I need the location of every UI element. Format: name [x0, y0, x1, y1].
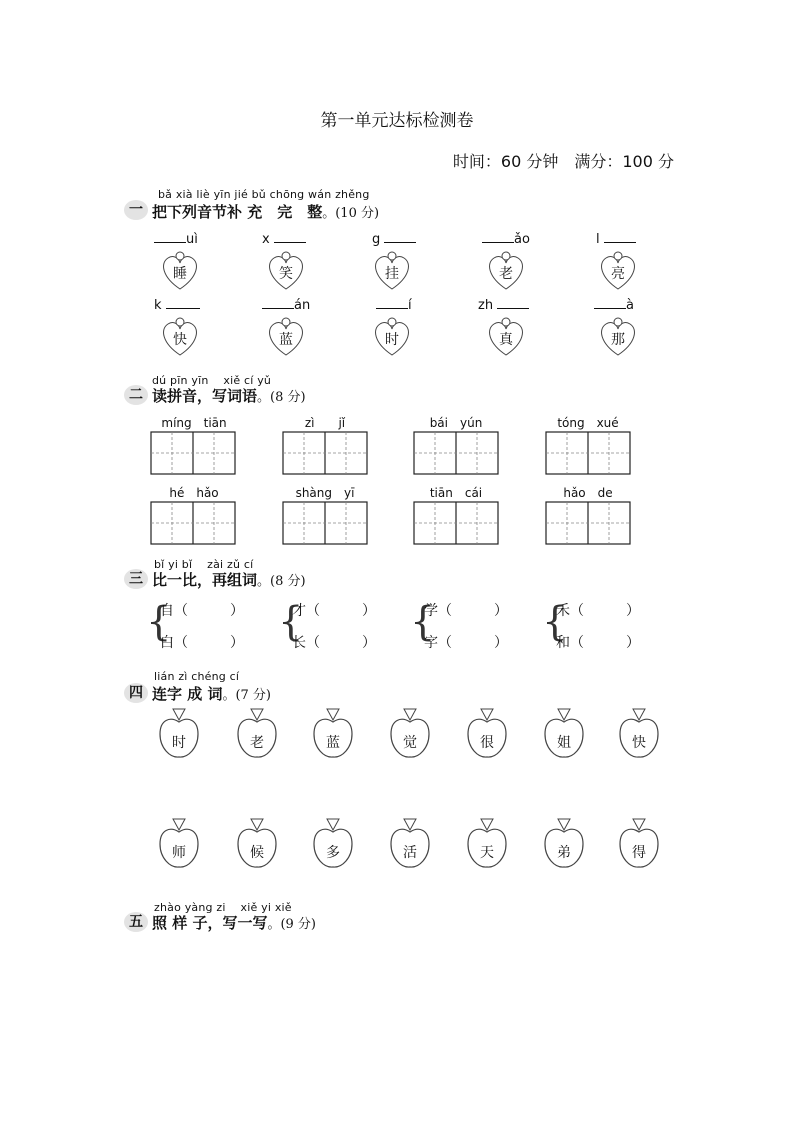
heart-char: 真: [484, 317, 528, 357]
compare-word[interactable]: 自（ ）: [160, 603, 244, 619]
heart-char: 挂: [370, 251, 414, 291]
pinyin-prompt: shàng yī: [295, 486, 355, 500]
s1-badge: 一: [124, 200, 148, 220]
s1-blank-2[interactable]: x: [262, 230, 306, 247]
heart-char: 蓝: [264, 317, 308, 357]
apple-char[interactable]: 很: [466, 708, 508, 760]
compare-word[interactable]: 学（ ）: [424, 603, 508, 619]
s1-blank-10[interactable]: à: [594, 296, 634, 313]
s5-badge: 五: [124, 912, 148, 932]
apple-char[interactable]: 弟: [543, 818, 585, 870]
heart-char: 笑: [264, 251, 308, 291]
pinyin-prompt: hé hǎo: [169, 486, 219, 500]
pinyin-prompt: bái yún: [429, 416, 483, 430]
heart-char: 那: [596, 317, 640, 357]
heart-char: 时: [370, 317, 414, 357]
apple-char[interactable]: 姐: [543, 708, 585, 760]
apple-char[interactable]: 快: [618, 708, 660, 760]
s3-badge: 三: [124, 569, 148, 589]
s5-pinyin: zhào yàng zi xiě yi xiě: [154, 901, 292, 914]
s1-blank-7[interactable]: án: [262, 296, 310, 313]
exam-meta: 时间：60 分钟 满分：100 分: [452, 152, 674, 171]
s4-badge: 四: [124, 683, 148, 703]
pinyin-prompt: zì jǐ: [304, 416, 346, 430]
apple-char[interactable]: 蓝: [312, 708, 354, 760]
s1-blank-5[interactable]: l: [596, 230, 636, 247]
s2-pinyin: dú pīn yīn xiě cí yǔ: [152, 374, 272, 387]
s3-title: 比一比，再组词。(8 分): [152, 571, 306, 589]
s1-blank-8[interactable]: í: [376, 296, 412, 313]
heart-char: 老: [484, 251, 528, 291]
s5-title: 照 样 子，写一写。(9 分): [152, 914, 317, 932]
pinyin-prompt: hǎo de: [563, 486, 613, 500]
s1-blank-9[interactable]: zh: [478, 296, 529, 313]
s1-blank-3[interactable]: g: [372, 230, 416, 247]
s1-title-text: 把下列音节补 充 完 整: [152, 203, 323, 221]
pinyin-prompt: tóng xué: [557, 416, 619, 430]
apple-char[interactable]: 时: [158, 708, 200, 760]
brace: {: [146, 599, 172, 645]
compare-word[interactable]: 长（ ）: [292, 635, 376, 651]
apple-char[interactable]: 得: [618, 818, 660, 870]
brace: {: [278, 599, 304, 645]
s4-title: 连字 成 词。(7 分): [152, 685, 272, 703]
s1-pinyin: bǎ xià liè yīn jié bǔ chōng wán zhěng: [158, 188, 370, 201]
compare-word[interactable]: 才（ ）: [292, 603, 376, 619]
apple-char[interactable]: 师: [158, 818, 200, 870]
heart-char: 睡: [158, 251, 202, 291]
apple-char[interactable]: 老: [236, 708, 278, 760]
brace: {: [410, 599, 436, 645]
s2-badge: 二: [124, 385, 148, 405]
heart-char: 快: [158, 317, 202, 357]
s2-title: 读拼音，写词语。(8 分): [152, 387, 306, 405]
s3-pinyin: bǐ yi bǐ zài zǔ cí: [154, 558, 254, 571]
pinyin-prompt: míng tiān: [161, 416, 227, 430]
apple-char[interactable]: 觉: [389, 708, 431, 760]
apple-char[interactable]: 天: [466, 818, 508, 870]
compare-word[interactable]: 和（ ）: [556, 635, 640, 651]
s1-blank-4[interactable]: ǎo: [482, 230, 530, 247]
s1-score: 。(10 分): [322, 206, 380, 221]
s4-pinyin: lián zì chéng cí: [154, 670, 240, 683]
apple-char[interactable]: 候: [236, 818, 278, 870]
compare-word[interactable]: 字（ ）: [424, 635, 508, 651]
brace: {: [542, 599, 568, 645]
page-title: 第一单元达标检测卷: [320, 111, 474, 131]
compare-word[interactable]: 白（ ）: [160, 635, 244, 651]
s1-blank-6[interactable]: k: [154, 296, 200, 313]
s1-blank-1[interactable]: uì: [154, 230, 198, 247]
compare-word[interactable]: 禾（ ）: [556, 603, 640, 619]
pinyin-prompt: tiān cái: [429, 486, 483, 500]
apple-char[interactable]: 多: [312, 818, 354, 870]
apple-char[interactable]: 活: [389, 818, 431, 870]
heart-char: 亮: [596, 251, 640, 291]
